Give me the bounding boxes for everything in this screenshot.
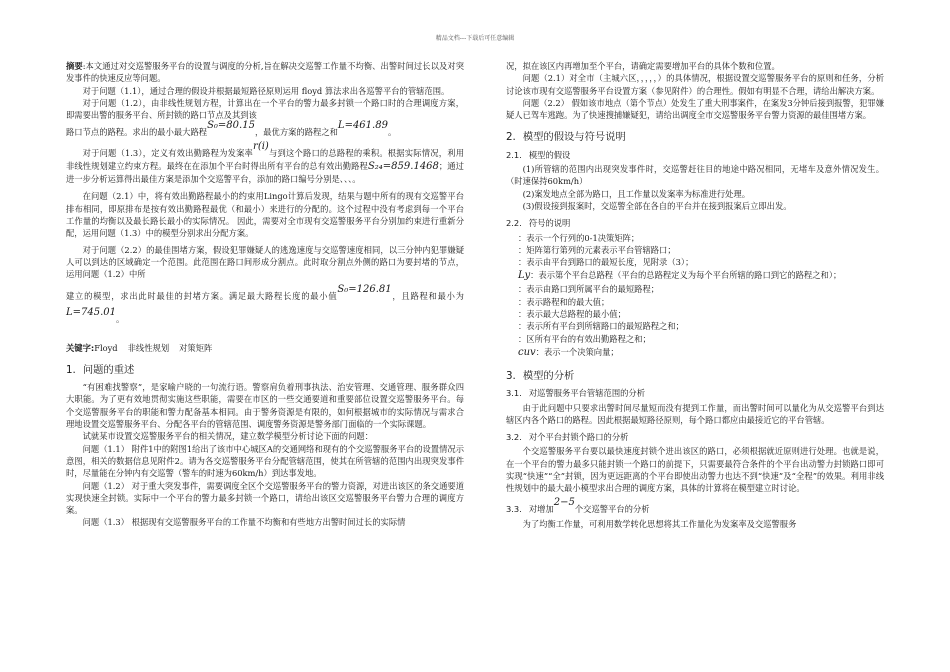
text: ；通过进一步分析运算得出最佳方案是添加个交巡警平台，添加的路口编号分别是、、、。 — [66, 161, 464, 185]
left-column — [66, 60, 464, 529]
section-title: 模型的假设与符号说明 — [522, 131, 626, 144]
symbol-item — [506, 268, 884, 283]
formula-r-i: r(i) — [253, 141, 269, 153]
subsection-title: 对增加 — [528, 503, 554, 514]
formula-2-5: 2−5 — [553, 496, 575, 508]
paragraph-problem-11: 问题（1.1） 附件1中的附图1给出了该市中心城区A的交通网络和现有的个交巡警服务平台的设置情况示意图，相关的数据信息见附件2。请为各交巡警服务平台分配管辖范围，使其在所管辖的范围内出现突发事件时，尽量能在分钟内有交巡警（警车的时速为60km/h）到达事发地。 — [66, 443, 464, 479]
right-column — [506, 60, 884, 530]
symbol-item: ：表示最大总路程的最小值； — [518, 309, 626, 320]
formula-cuv: cuv — [518, 346, 536, 358]
section-number: 2. — [506, 131, 516, 144]
keywords-label: 关键字: — [66, 342, 95, 353]
text: ：表示第个平台总路程（平台的总路程定义为每个平台所辖的路口到它的路程之和）； — [530, 270, 842, 281]
subsection-title: 个交巡警平台的分析 — [574, 503, 650, 514]
abstract-text: :本文通过对交巡警服务平台的设置与调度的分析,旨在解决交巡警工作量不均衡、出警时间过长以及对突发事件的快速反应等问题。 — [66, 61, 464, 84]
paragraph-3-2: 个交巡警服务平台要以最快速度封锁个进出该区的路口，必须根据就近原则进行处理。也就是说，在一个平台的警力最多只能封锁一个路口的前提下，只需要最符合条件的个平台出动警力封锁路口即可实现“快速”“全”封锁，因为更远距离的个平台即使出动警力也达不到“快速”及“全程”的效果。利用非线性规划中的最大最小模型求出合理的调度方案，具体的计算将在模型建立时讨论。 — [506, 446, 884, 494]
formula-s0-80: S₀=80.15 — [207, 120, 255, 132]
symbol-item: ：表示由平台到路口的最短长度，见附录（3）； — [518, 257, 694, 268]
paragraph-continued: 况，拟在该区内再增加至个平台，请确定需要增加平台的具体个数和位置。 — [506, 61, 780, 71]
section-heading-2 — [506, 131, 884, 143]
abstract — [66, 60, 464, 85]
text: 。 — [116, 313, 125, 324]
paragraph-problem-12: 问题（1.2） 对于重大突发事件，需要调度全区个交巡警服务平台的警力资源，对进出该区的条交通要道实现快速全封锁。实际中一个平台的警力最多封锁一个路口，请给出该区交巡警服务平台警力合理的调度方案。 — [66, 480, 464, 516]
paragraph-q3 — [66, 141, 464, 186]
symbol-item: ：区所有平台的有效出勤路程之和； — [518, 333, 651, 344]
assumption-item: (1)所管辖的范围内出现突发事件时，交巡警赶往目的地途中路况相同，无堵车及意外情况发生。（时速保持60km/h） — [506, 164, 884, 187]
subsection-number: 3.2. — [506, 432, 522, 443]
paragraph-q1: 对于问题（1.1），通过合理的假设并根据最短路径原则运用 floyd 算法求出各巡警平台的管辖范围。 — [82, 85, 450, 96]
section-heading-3 — [506, 370, 884, 382]
subsection-title: 符号的说明 — [528, 218, 571, 229]
paragraph-3-3: 为了均衡工作量，可利用数学转化思想将其工作量化为发案率及交巡警服务 — [522, 518, 797, 529]
paragraph-problem-13: 问题（1.3） 根据现有交巡警服务平台的工作量不均衡和有些地方出警时间过长的实际情 — [82, 517, 406, 528]
text: ：表示一个决策向量； — [535, 346, 619, 357]
paragraph-task: 试就某市设置交巡警服务平台的相关情况，建立数学模型分析讨论下面的问题： — [82, 431, 373, 442]
section-number: 3. — [506, 369, 516, 382]
text: 对于问题（1.3），定义有效出勤路程为发案率 — [82, 148, 254, 159]
text: ，且路程和最小为 — [391, 290, 464, 301]
formula-ly: Ly — [518, 270, 531, 282]
symbol-item: ：矩阵第行第列的元素表示平台管辖路口； — [518, 244, 676, 255]
paragraph-q22-result — [66, 285, 464, 331]
keyword: Floyd — [94, 342, 118, 353]
subsection-number: 3.3. — [506, 503, 522, 514]
symbol-item: ：表示由路口到所属平台的最短路程； — [518, 284, 660, 295]
paragraph-q21: 在问题（2.1）中，将有效出勤路程最小的约束用Lingo计算后发现，结果与题中所有的现有交巡警平台排布相同，即原排布是按有效出勤路程最优（和最小）来进行的分配的。这个过程中没有考虑到每一个平台工作量的均衡以及最长路长最小的实际情况。 因此，需要对全市现有交巡警服务平台分别加约束进行重新分配，运用问题（1.3）中的模型分别求出分配方案。 — [66, 191, 464, 239]
formula-l-461: L=461.89 — [337, 120, 388, 132]
text: ，最优方案的路程之和 — [254, 127, 338, 138]
keyword: 非线性规划 — [127, 342, 170, 353]
text: 与到这个路口的总路程的乘积。根据实际情况，利用非线性规划建立约束方程。最终在在添加个平台时得出所有平台的总有效出勤路程 — [66, 148, 464, 172]
text: 路口节点的路程。求出的最小最大路程 — [66, 127, 208, 138]
abstract-label: 摘要 — [66, 61, 83, 71]
subsection-number: 3.1. — [506, 388, 522, 399]
symbol-item: ：表示路程和的最大值； — [518, 296, 610, 307]
formula-s24: S₂₄=859.1468 — [367, 161, 439, 173]
symbol-item: ：表示所有平台到所辖路口的最短路程之和； — [518, 321, 684, 332]
text: 。 — [387, 127, 397, 138]
section-heading-1 — [66, 364, 464, 376]
text: 建立的模型，求出此时最佳的封堵方案。满足最大路程长度的最小值 — [66, 290, 338, 301]
formula-s0-126: S₀=126.81 — [337, 283, 392, 295]
subsection-heading-3-1 — [506, 387, 884, 399]
keywords — [66, 342, 464, 354]
subsection-heading-3-3 — [506, 496, 884, 516]
paragraph-problem-21: 问题（2.1）对全市（主城六区，，，，，）的具体情况，根据设置交巡警服务平台的原则和任务，分析讨论该市现有交巡警服务平台设置方案（参见附件）的合理性。假如有明显不合理，请给出解决方案。 — [506, 73, 884, 96]
symbol-item — [506, 345, 884, 360]
formula-l-745: L=745.01 — [66, 306, 117, 318]
section-title: 问题的重述 — [82, 363, 135, 376]
paragraph-q22-intro: 对于问题（2.2）的最佳围堵方案，假设犯罪嫌疑人的逃逸速度与交巡警速度相同，以三分钟内犯罪嫌疑人可以到达的区域确定一个范围。此范围在路口间形成分割点。此时取分割点外侧的路口为要封堵的节点，运用问题（1.2）中所 — [66, 244, 464, 280]
section-number: 1. — [66, 363, 76, 376]
paragraph-3-1: 由于此问题中只要求出警时间尽量短而没有提到工作量，而出警时间可以量化为从交巡警平台到达辖区内各个路口的路程。因此根据最短路径原则，每个路口都应由最接近它的平台管辖。 — [506, 402, 884, 425]
page-header: 精品文档---下载后可任意编辑 — [435, 35, 515, 42]
subsection-heading-2-2 — [506, 217, 884, 229]
subsection-number: 2.2. — [506, 218, 522, 229]
subsection-heading-2-1 — [506, 149, 884, 161]
keyword: 对策矩阵 — [179, 342, 213, 353]
subsection-number: 2.1. — [506, 149, 522, 160]
paragraph-problem-22: 问题（2.2） 假如该市地点（第个节点）处发生了重大刑事案件，在案发3分钟后接到报警，犯罪嫌疑人已驾车逃跑。为了快速搜捕嫌疑犯，请给出调度全市交巡警服务平台警力资源的最佳围堵方案。 — [506, 97, 884, 121]
paragraph-background: “有困难找警察”，是家喻户晓的一句流行语。警察肩负着刑事执法、治安管理、交通管理、服务群众四大职能。为了更有效地贯彻实施这些职能，需要在市区的一些交通要道和重要部位设置交巡警服务平台。每个交巡警服务平台的职能和警力配备基本相同。由于警务资源是有限的，如何根据城市的实际情况与需求合理地设置交巡警服务平台、分配各平台的管辖范围、调度警务资源是警务部门面临的一个实际课题。 — [66, 382, 464, 430]
section-title: 模型的分析 — [522, 369, 575, 382]
assumption-item: (3)假设接到报案时，交巡警全部在各自的平台并在接到报案后立即出发。 — [522, 200, 792, 211]
subsection-title: 模型的假设 — [528, 149, 571, 160]
subsection-title: 对巡警服务平台管辖范围的分析 — [528, 388, 646, 399]
subsection-heading-3-2 — [506, 431, 884, 443]
symbol-item: ：表示一个行列的0-1决策矩阵； — [518, 232, 640, 243]
paragraph-q2-intro: 对于问题（1.2），由非线性规划方程，计算出在一个平台的警力最多封锁一个路口时的合理调度方案，即需要出警的服务平台、所封锁的路口节点及其到该 — [66, 97, 464, 121]
subsection-title: 对个平台封锁个路口的分析 — [528, 432, 629, 443]
assumption-item: (2)案发地点全部为路口，且工作量以发案率为标准进行处理。 — [522, 188, 751, 199]
